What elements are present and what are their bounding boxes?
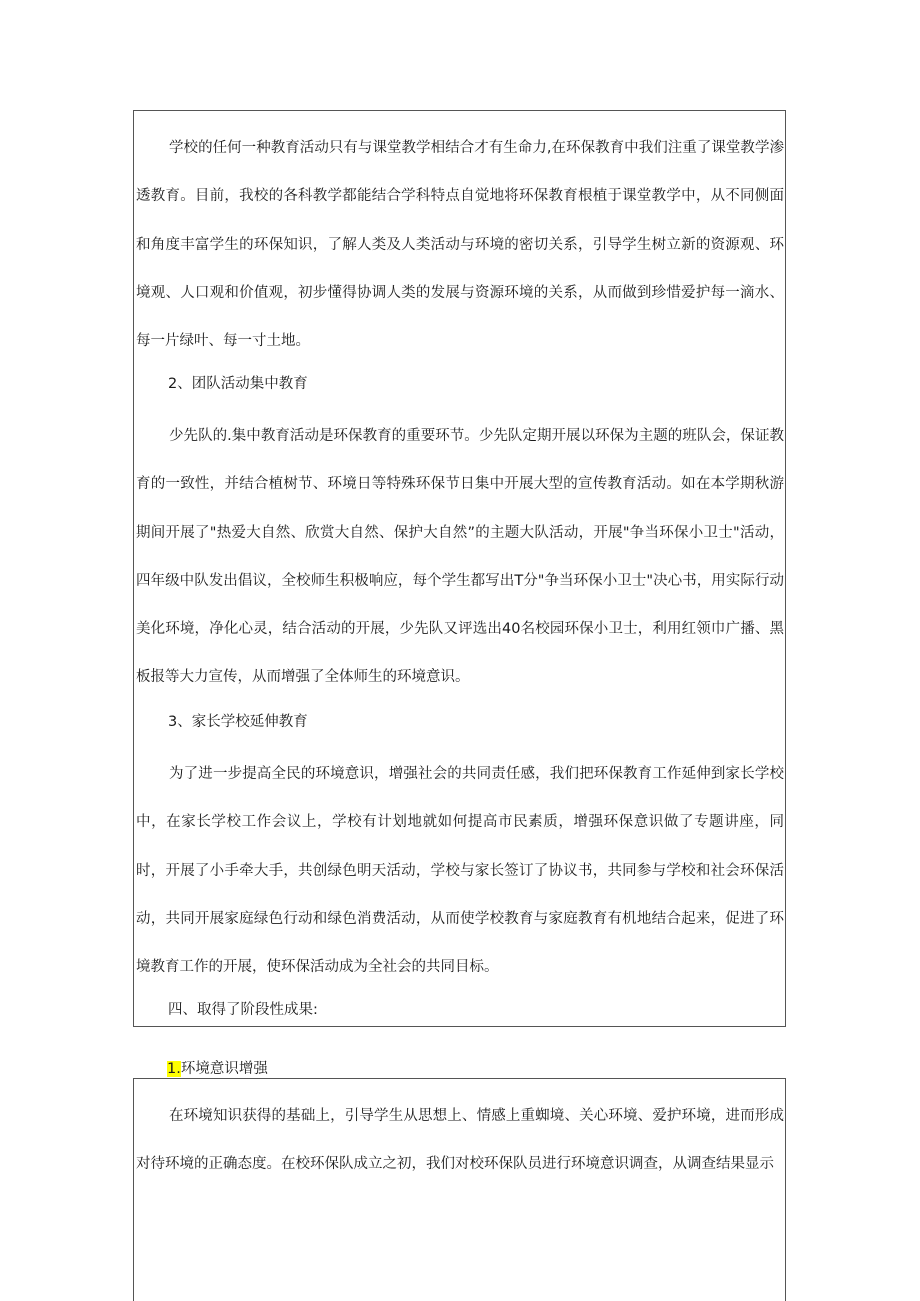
paragraph-classroom-teaching: 学校的任何一种教育活动只有与课堂教学相结合才有生命力,在环保教育中我们注重了课堂教学渗透教育。目前，我校的各科教学都能结合学科特点自觉地将环保教育根植于课堂教学中，从不同侧面和角度丰富学生的环保知识，了解人类及人类活动与环境的密切关系，引导学生树立新的资源观、环境观、人口观和价值观，初步懂得协调人类的发展与资源环境的关系，从而做到珍惜爱护每一滴水、每一片绿叶、每一寸土地。 (136, 140, 784, 350)
paragraph-young-pioneers: 少先队的.集中教育活动是环保教育的重要环节。少先队定期开展以环保为主题的班队会，保证教育的一致性，并结合植树节、环境日等特殊环保节日集中开展大型的宣传教育活动。如在本学期秋游期间开展了"热爱大自然、欣赏大自然、保护大自然”的主题大队活动，开展"争当环保小卫士"活动，四年级中队发出倡议，全校师生积极响应，每个学生都写出T分"争当环保小卫士"决心书，用实际行动美化环境，净化心灵，结合活动的开展，少先队又评选出40名校园环保小卫士，利用红领巾广播、黑板报等大力宣传，从而增强了全体师生的环境意识。 (136, 428, 784, 686)
section-number-highlight: 1. (167, 1061, 181, 1077)
paragraph-parent-school: 为了进一步提高全民的环境意识，增强社会的共同责任感，我们把环保教育工作延伸到家长学校中，在家长学校工作会议上，学校有计划地就如何提高市民素质，增强环保意识做了专题讲座，同时，开展了小手牵大手，共创绿色明天活动，学校与家长签订了协议书，共同参与学校和社会环保活动，共同开展家庭绿色行动和绿色消费活动，从而使学校教育与家庭教育有机地结合起来，促进了环境教育工作的开展，使环保活动成为全社会的共同目标。 (136, 766, 784, 976)
heading-parent-school: 3、家长学校延伸教育 (168, 714, 308, 730)
heading-team-activity: 2、团队活动集中教育 (168, 376, 308, 392)
paragraph-environment-awareness: 在环境知识获得的基础上，引导学生从思想上、情感上重蜘境、关心环境、爱护环境，进而形成对待环境的正确态度。在校环保队成立之初，我们对校环保队员进行环境意识调查，从调查结果显示 (136, 1108, 784, 1173)
heading-achievements: 四、取得了阶段性成果: (168, 1002, 318, 1018)
section-title-text: 环境意识增强 (180, 1061, 268, 1077)
